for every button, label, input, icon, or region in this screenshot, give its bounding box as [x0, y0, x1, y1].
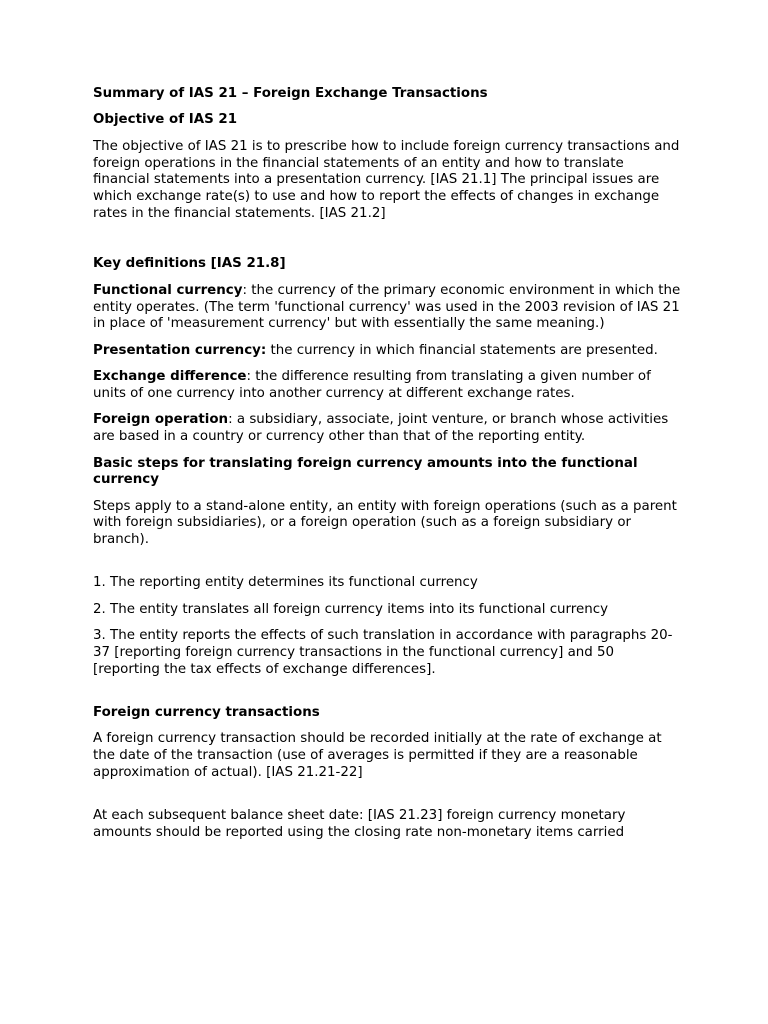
step-item: 3. The entity reports the effects of such translation in accordance with paragraphs 20-37 [reporting foreign currency transactions in the functional currency] and 50 [reporting the tax effects of exchange differences]. — [93, 628, 673, 677]
document-page — [93, 86, 683, 842]
objective-heading: Objective of IAS 21 — [93, 112, 238, 128]
basic-steps-heading: Basic steps for translating foreign currency amounts into the functional currency — [93, 455, 638, 488]
definition-foreign-operation — [93, 412, 683, 446]
definition-text: : the currency of the primary economic environment in which the entity operates. (The term 'functional currency' was used in the 2003 revision of IAS 21 in place of 'measurement currency' but with essentially the same meaning.) — [93, 282, 681, 332]
transactions-paragraph: At each subsequent balance sheet date: [IAS 21.23] foreign currency monetary amounts should be reported using the closing rate non-monetary items carried — [93, 808, 626, 840]
definition-term: Presentation currency: — [93, 342, 267, 358]
definition-presentation-currency — [93, 343, 683, 360]
definition-term: Functional currency — [93, 282, 243, 298]
transactions-heading: Foreign currency transactions — [93, 705, 320, 721]
definition-term: Foreign operation — [93, 412, 229, 428]
definition-text: : a subsidiary, associate, joint venture, or branch whose activities are based in a country or currency other than that of the reporting entity. — [93, 412, 669, 445]
document-title: Summary of IAS 21 – Foreign Exchange Transactions — [93, 86, 488, 101]
step-item: 1. The reporting entity determines its functional currency — [93, 575, 478, 591]
objective-paragraph: The objective of IAS 21 is to prescribe how to include foreign currency transactions and foreign operations in the financial statements of an entity and how to translate financial statements into a presentation currency. [IAS 21.1] The principal issues are which exchange rate(s) to use and how to report the effects of changes in exchange rates in the financial statements. [IAS 21.2] — [93, 138, 680, 221]
definition-text: the currency in which financial statements are presented. — [266, 342, 658, 358]
definition-term: Exchange difference — [93, 369, 247, 385]
definition-exchange-difference — [93, 369, 683, 403]
definition-functional-currency — [93, 283, 683, 333]
definition-text: : the difference resulting from translating a given number of units of one currency into another currency at different exchange rates. — [93, 369, 651, 401]
basic-steps-intro: Steps apply to a stand-alone entity, an entity with foreign operations (such as a parent with foreign subsidiaries), or a foreign operation (such as a foreign subsidiary or branch). — [93, 498, 677, 548]
definitions-heading: Key definitions [IAS 21.8] — [93, 256, 286, 272]
step-item: 2. The entity translates all foreign currency items into its functional currency — [93, 601, 609, 617]
transactions-paragraph: A foreign currency transaction should be recorded initially at the rate of exchange at the date of the transaction (use of averages is permitted if they are a reasonable approximation of actual). [IAS 21.21-22] — [93, 731, 662, 781]
